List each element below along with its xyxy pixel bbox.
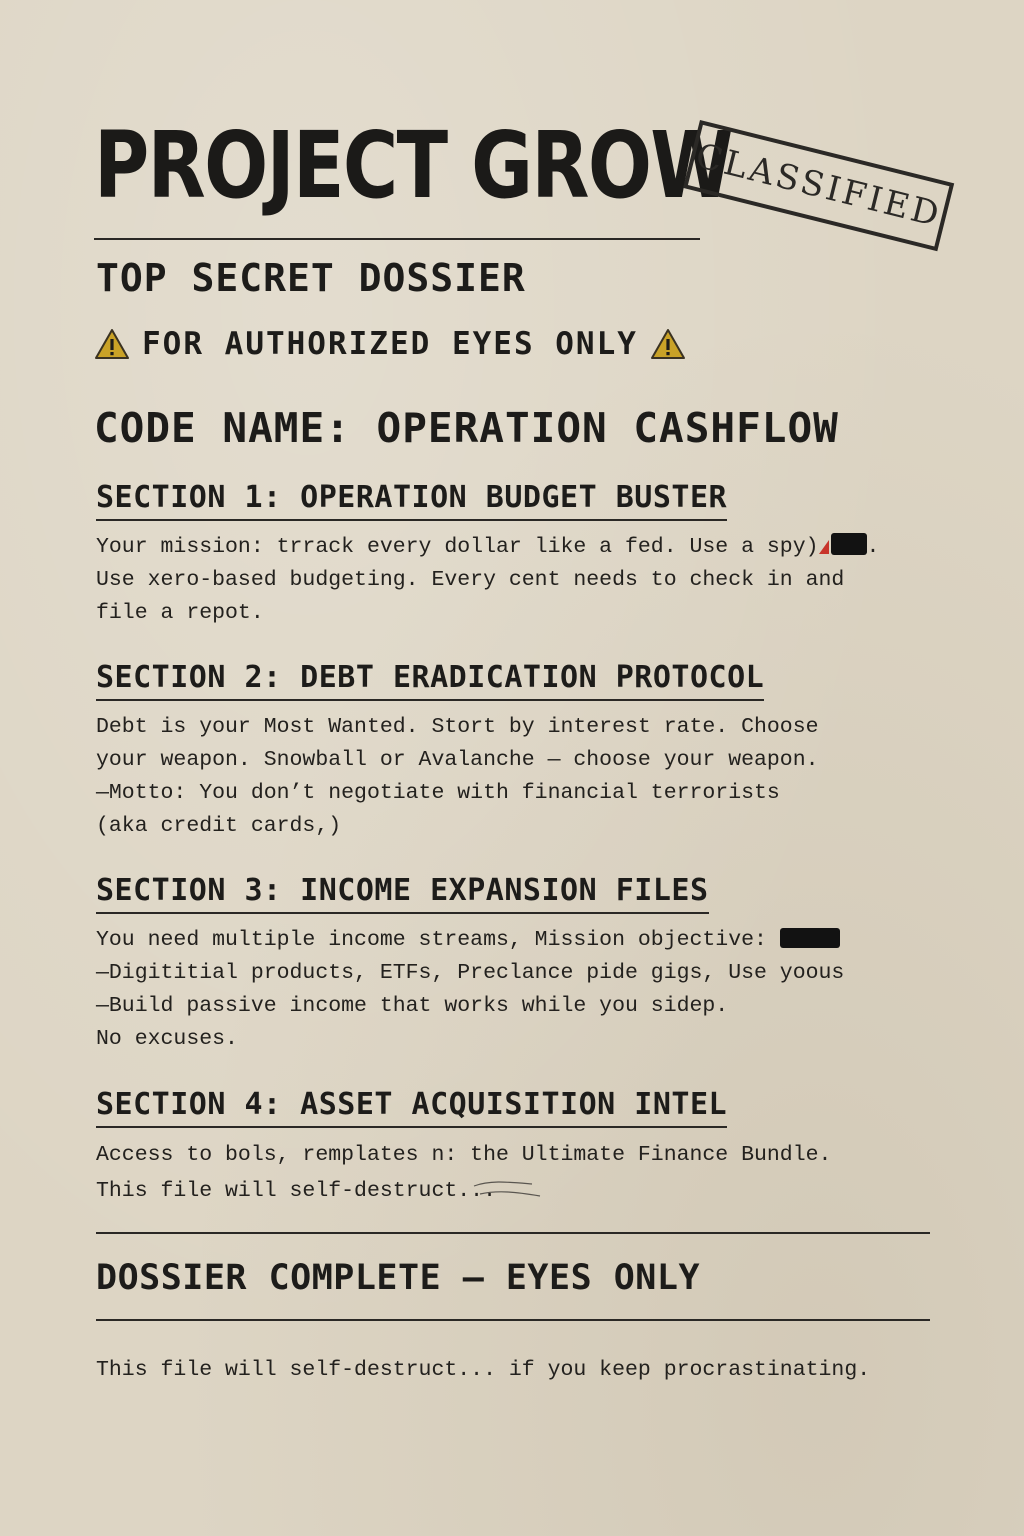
section-2-line-2: your weapon. Snowball or Avalanche — choose your weapon. [96, 748, 819, 772]
section-2-line-4: (aka credit cards,) [96, 814, 342, 838]
section-4-body [96, 1137, 831, 1209]
section-1-body [96, 531, 879, 630]
redaction-bar [831, 533, 867, 555]
section-3-body [96, 924, 844, 1056]
section-3-line-4: No excuses. [96, 1027, 238, 1051]
code-name: CODE NAME: OPERATION CASHFLOW [94, 404, 839, 452]
section-3-line-2: —Digititial products, ETFs, Preclance pide gigs, Use yoous [96, 961, 845, 985]
section-1-line-3: file a repot. [96, 601, 264, 625]
section-2-body [96, 711, 819, 843]
red-pen-mark [819, 540, 829, 554]
section-4-line-2: This file will self-destruct... [96, 1179, 496, 1203]
section-1-heading: SECTION 1: OPERATION BUDGET BUSTER [96, 480, 727, 521]
dossier-subtitle: TOP SECRET DOSSIER [96, 256, 526, 300]
warning-triangle-icon [650, 328, 686, 360]
section-2-heading: SECTION 2: DEBT ERADICATION PROTOCOL [96, 660, 764, 701]
section-3-heading: SECTION 3: INCOME EXPANSION FILES [96, 873, 709, 914]
section-2-line-1: Debt is your Most Wanted. Stort by interest rate. Choose [96, 715, 819, 739]
section-4-heading: SECTION 4: ASSET ACQUISITION INTEL [96, 1087, 727, 1128]
classified-stamp: CLASSIFIED [683, 120, 954, 251]
section-3-line-1: You need multiple income streams, Mission objective: [96, 924, 844, 957]
authorized-warning [94, 326, 686, 362]
footer-bottom-divider [96, 1319, 930, 1321]
section-1-line-1: Your mission: trrack every dollar like a fed. Use a spy) . [96, 535, 880, 559]
footer-top-divider [96, 1232, 930, 1234]
section-1-line-2: Use xero-based budgeting. Every cent needs to check in and [96, 568, 845, 592]
warning-text: FOR AUTHORIZED EYES ONLY [142, 326, 638, 362]
title-divider [94, 238, 700, 240]
section-2-line-3: —Motto: You don’t negotiate with financial terrorists [96, 781, 780, 805]
dossier-complete-heading: DOSSIER COMPLETE — EYES ONLY [96, 1258, 701, 1298]
section-3-line-3: —Build passive income that works while you sidep. [96, 994, 729, 1018]
warning-triangle-icon [94, 328, 130, 360]
self-destruct-note: This file will self-destruct... if you keep procrastinating. [96, 1358, 871, 1382]
pen-scribble-mark [470, 1172, 550, 1202]
page-title: PROJECT GROW [94, 112, 732, 219]
redaction-bar [780, 928, 840, 948]
section-4-line-1: Access to bols, remplates n: the Ultimate Finance Bundle. [96, 1143, 832, 1167]
